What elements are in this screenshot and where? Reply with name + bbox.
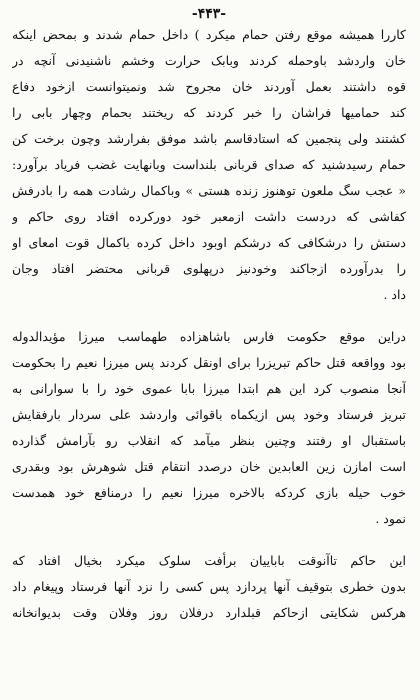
paragraph-gap xyxy=(12,532,406,548)
text-line: کاررا همیشه موقع رفتن حمام میکرد ) داخل حمام شدند و بمحض اینکه xyxy=(12,27,406,42)
paragraph-2 xyxy=(12,324,406,532)
text-line: قوه داشتند بعمل آوردند خان مجروح شد ونمیتوانست ازخود دفاع xyxy=(12,79,406,94)
text-line: کند حمامیها فراشان را خبر کردند که ریختند بحمام وچهار بابی را xyxy=(12,105,406,120)
text-line: است امازن زین العابدین خان درصدد انتقام قتل شوهرش بود وبقدری xyxy=(12,459,406,474)
paragraph-1 xyxy=(12,22,406,308)
text-line: باستقبال او رفتند وچنین بنظر میآمد که انقلاب رو بآرامش گذارده xyxy=(12,433,406,448)
text-line: خان واردشد باوحمله کردند وبابک حرارت وخشم ناشنیدنی آنچه در xyxy=(12,53,406,68)
text-line: دراین موقع حکومت فارس باشاهزاده طهماسب میرزا مؤیدالدوله xyxy=(12,329,406,344)
text-line: آنجا منصوب کرد این هم ابتدا میرزا بابا عموی خود را با سوارانی به xyxy=(12,381,406,396)
text-line: تبریز فرستاد وخود پس ازیکماه باقوائی واردشد علی سردار بارفقایش xyxy=(12,407,406,422)
text-line: « عجب سگ ملعون توهنوز زنده هستی » وباکمال رشادت همه را بادرفش xyxy=(12,183,406,198)
text-line: داد . xyxy=(383,287,406,302)
paragraph-3 xyxy=(12,548,406,626)
page-number: -۴۴۳- xyxy=(191,6,227,22)
text-line: را بدرآورده ازجاکند وخودنیز درپهلوی قربانی محتضر افتاد وجان xyxy=(12,261,406,276)
paragraph-gap xyxy=(12,308,406,324)
text-line: دستش را درشکافی که درشکم اوبود داخل کرده باکمال قوت امعای او xyxy=(12,235,406,250)
text-line: حمام رسیدشنید که صدای قربانی بلنداست وبانهایت غضب فریاد برآورد: xyxy=(12,157,406,172)
text-line: هرکس شکایتی ازحاکم قبلدارد درفلان روز وفلان وقت بدیوانخانه xyxy=(12,605,406,620)
text-line: خوب حیله بازی کردکه بالاخره میرزا نعیم را درمنافع خود همدست xyxy=(12,485,406,500)
text-line: نمود . xyxy=(375,511,406,526)
text-line: بدون خطری بتوقیف آنها پردازد پس کسی را نزد آنها فرستاد وپیغام داد xyxy=(12,579,406,594)
text-line: بود وواقعه قتل حاکم تبریزرا برای اونقل کردند پس میرزا نعیم را بحکومت xyxy=(12,355,406,370)
text-line: کشتند ولی پنجمین که استادقاسم باشد موفق بفرارشد وچون برخت کن xyxy=(12,131,406,146)
text-line: این حاکم تاآنوقت باباییان برأفت سلوک میکرد بخیال افتاد که xyxy=(12,553,406,568)
text-line: کفاشی که دردست داشت ازمعبر خود دورکرده افتاد روی حاکم و xyxy=(12,209,406,224)
